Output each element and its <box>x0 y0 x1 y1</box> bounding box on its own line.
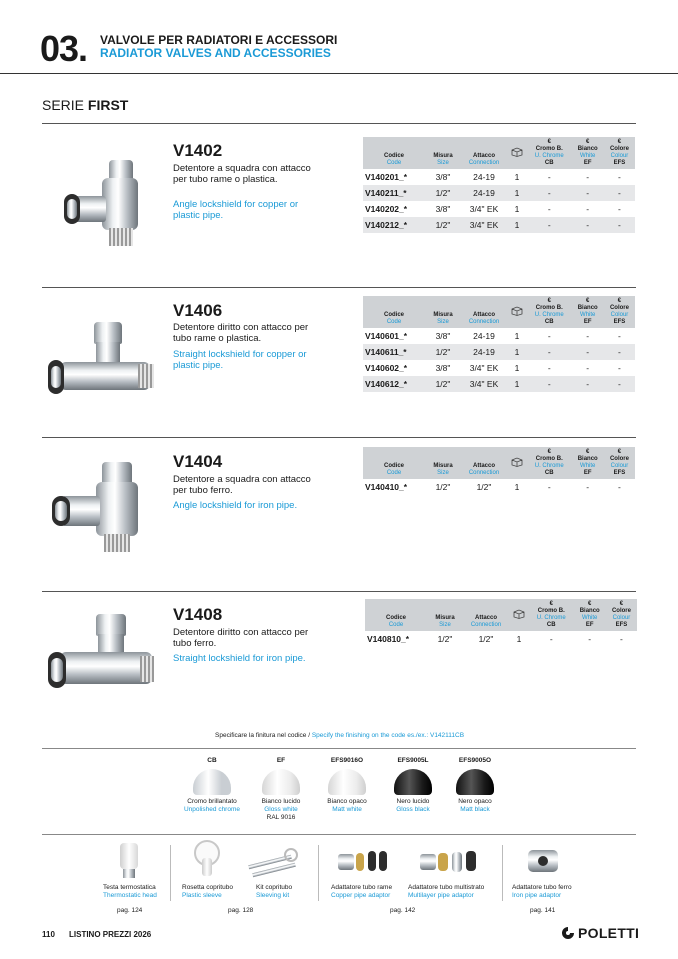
section-rule <box>42 591 636 592</box>
table-cell: - <box>588 634 592 644</box>
table-cell: 1 <box>507 185 527 201</box>
table-cell: - <box>547 363 551 373</box>
section-rule <box>42 123 636 124</box>
table-cell: 1 <box>507 217 527 233</box>
product-desc-en: Straight lockshield for copper or plastic pipe. <box>173 349 307 371</box>
section-rule <box>42 437 636 438</box>
table-cell: 1/2" <box>437 634 453 644</box>
price-table-v1406 <box>363 296 635 392</box>
chapter-title-en: RADIATOR VALVES AND ACCESSORIES <box>100 46 331 60</box>
serie-title: SERIE FIRST <box>42 97 129 113</box>
table-cell: 3/4" EK <box>461 217 507 233</box>
brand-mark-icon <box>560 926 576 940</box>
table-cell: - <box>586 482 590 492</box>
table-cell: 24-19 <box>461 344 507 360</box>
product-image-v1406 <box>46 318 158 408</box>
table-cell: - <box>618 204 621 214</box>
table-cell: 3/4" EK <box>469 204 499 214</box>
separator <box>502 845 503 901</box>
table-cell: - <box>618 482 621 492</box>
finish-label: Bianco opaco Matt white <box>327 798 367 813</box>
table-cell: - <box>527 376 572 392</box>
iron-adaptor-image <box>528 848 558 874</box>
section-rule <box>42 287 636 288</box>
accessory-label: Adattatore tubo rame Copper pipe adaptor <box>331 884 393 899</box>
table-cell: - <box>586 204 590 214</box>
finish-rule <box>42 748 636 749</box>
package-icon <box>511 306 523 316</box>
chapter-title-it: VALVOLE PER RADIATORI E ACCESSORI <box>100 33 338 47</box>
page-ref: pag. 141 <box>530 907 556 914</box>
table-cell: - <box>572 217 604 233</box>
table-cell: 1 <box>507 344 527 360</box>
table-cell: 1 <box>514 331 520 341</box>
sleeving-kit-image <box>248 848 298 876</box>
table-row <box>365 631 637 647</box>
chapter-number: 03. <box>40 28 88 69</box>
finish-label: Nero lucido Gloss black <box>396 798 430 813</box>
finish-swatch-cap <box>456 769 494 795</box>
table-row <box>363 201 635 217</box>
finish-label: Cromo brillantato Unpolished chrome <box>183 798 240 813</box>
separator <box>318 845 319 901</box>
table-cell: - <box>604 185 635 201</box>
table-cell: 1 <box>514 482 520 492</box>
thermostatic-head-image <box>118 843 140 879</box>
finish-note: Specificare la finitura nel codice / Specify the finishing on the code es./ex.: V142111CB <box>215 732 465 739</box>
table-cell: - <box>586 363 590 373</box>
finish-code: EF <box>276 757 286 764</box>
table-cell: V140611_* <box>363 344 425 360</box>
finish-code: EFS9005O <box>458 757 492 764</box>
table-cell: - <box>527 344 572 360</box>
pricelist-title: LISTINO PREZZI 2026 <box>69 930 152 939</box>
table-cell: - <box>604 376 635 392</box>
table-cell: - <box>586 331 590 341</box>
table-cell: 1/2" <box>435 482 451 492</box>
product-image-v1408 <box>46 612 158 702</box>
table-cell: - <box>586 172 590 182</box>
table-row <box>363 328 635 344</box>
table-cell: V140201_* <box>365 172 408 182</box>
table-row <box>363 217 635 233</box>
table-header: Codice Code Misura Size Attacco Connection € Cromo B. U. Chrome CB € Bianco White EF € Colore Colour EFS <box>363 447 635 479</box>
package-icon <box>513 609 525 619</box>
package-icon <box>511 457 523 467</box>
finish-swatch-cap <box>394 769 432 795</box>
price-table-v1408 <box>365 599 637 647</box>
table-cell: - <box>547 331 551 341</box>
product-image-v1404 <box>52 462 152 557</box>
copper-adaptor-image <box>338 850 390 872</box>
accessory-label: Adattatore tubo multistrato Multilayer pipe adaptor <box>408 884 485 899</box>
table-cell: - <box>572 376 604 392</box>
price-table-v1404 <box>363 447 635 495</box>
table-cell: 3/8" <box>435 172 451 182</box>
table-cell: 1 <box>516 634 522 644</box>
table-row <box>363 479 635 495</box>
table-cell: 3/8" <box>435 204 451 214</box>
table-row <box>363 360 635 376</box>
table-cell: 1 <box>507 376 527 392</box>
table-row <box>363 169 635 185</box>
table-cell: 1 <box>514 172 520 182</box>
table-cell: V140602_* <box>365 363 408 373</box>
table-cell: 24-19 <box>461 185 507 201</box>
table-cell: V140810_* <box>367 634 410 644</box>
table-cell: - <box>549 634 553 644</box>
page-number: 110 <box>42 930 55 939</box>
product-code: V1408 <box>173 605 223 624</box>
table-header: Codice Code Misura Size Attacco Connection € Cromo B. U. Chrome CB € Bianco White EF € Colore Colour EFS <box>363 137 635 169</box>
brand-logo: POLETTI <box>560 925 639 941</box>
table-cell: V140612_* <box>363 376 425 392</box>
table-cell: - <box>547 482 551 492</box>
table-header: Codice Code Misura Size Attacco Connection € Cromo B. U. Chrome CB € Bianco White EF € Colore Colour EFS <box>363 296 635 328</box>
table-cell: - <box>547 172 551 182</box>
price-table-v1402 <box>363 137 635 233</box>
table-row <box>363 185 635 201</box>
product-desc-en: Angle lockshield for iron pipe. <box>173 500 298 511</box>
product-desc-it: Detentore diritto con attacco per tubo ferro. <box>173 627 309 649</box>
table-cell: - <box>618 363 621 373</box>
table-cell: - <box>620 634 623 644</box>
finish-code: EFS9016O <box>330 757 364 764</box>
finish-swatch-cap <box>193 769 231 795</box>
plastic-sleeve-image <box>194 840 220 878</box>
table-cell: - <box>572 344 604 360</box>
table-cell: 3/8" <box>435 363 451 373</box>
table-cell: - <box>604 344 635 360</box>
separator <box>170 845 171 901</box>
table-cell: 3/4" EK <box>461 376 507 392</box>
finish-label: Nero opaco Matt black <box>458 798 492 813</box>
table-cell: 1/2" <box>425 344 461 360</box>
product-desc-it: Detentore diritto con attacco per tubo rame o plastica. <box>173 322 309 344</box>
finish-code: EFS9005L <box>397 757 429 764</box>
table-cell: - <box>618 331 621 341</box>
header-rule <box>0 73 678 74</box>
finish-swatch-cap <box>328 769 366 795</box>
table-header: Codice Code Misura Size Attacco Connection € Cromo B. U. Chrome CB € Bianco White EF € Colore Colour EFS <box>365 599 637 631</box>
product-desc-en: Angle lockshield for copper or plastic pipe. <box>173 199 299 221</box>
product-code: V1402 <box>173 141 223 160</box>
table-cell: 3/4" EK <box>469 363 499 373</box>
table-cell: - <box>527 217 572 233</box>
product-desc-en: Straight lockshield for iron pipe. <box>173 653 306 664</box>
table-cell: - <box>527 185 572 201</box>
table-row <box>363 376 635 392</box>
table-cell: 1 <box>514 363 520 373</box>
table-cell: 1/2" <box>476 482 492 492</box>
page-ref: pag. 128 <box>228 907 254 914</box>
table-cell: V140601_* <box>365 331 408 341</box>
table-cell: 1/2" <box>425 185 461 201</box>
accessory-label: Adattatore tubo ferro Iron pipe adaptor <box>512 884 572 899</box>
page-ref: pag. 142 <box>390 907 416 914</box>
table-cell: V140202_* <box>365 204 408 214</box>
product-desc-it: Detentore a squadra con attacco per tubo rame o plastica. <box>173 163 311 185</box>
table-cell: V140211_* <box>363 185 425 201</box>
table-cell: 1/2" <box>425 217 461 233</box>
table-cell: V140410_* <box>365 482 408 492</box>
table-row <box>363 344 635 360</box>
accessory-label: Kit copritubo Sleeving kit <box>256 884 293 899</box>
package-icon <box>511 147 523 157</box>
accessory-label: Rosetta copritubo Plastic sleeve <box>182 884 233 899</box>
finish-swatch-cap <box>262 769 300 795</box>
table-cell: 24-19 <box>473 172 495 182</box>
table-cell: - <box>572 185 604 201</box>
product-image-v1402 <box>62 158 157 253</box>
finish-code: CB <box>207 757 217 764</box>
table-cell: 1/2" <box>425 376 461 392</box>
finish-label: Bianco lucido Gloss white RAL 9016 <box>261 798 301 821</box>
table-cell: - <box>618 172 621 182</box>
table-cell: 3/8" <box>435 331 451 341</box>
accessory-label: Testa termostatica Thermostatic head <box>103 884 157 899</box>
table-cell: 24-19 <box>473 331 495 341</box>
table-cell: - <box>604 217 635 233</box>
product-code: V1404 <box>173 452 223 471</box>
product-code: V1406 <box>173 301 223 320</box>
table-cell: 1 <box>514 204 520 214</box>
finish-rule <box>42 834 636 835</box>
product-desc-it: Detentore a squadra con attacco per tubo ferro. <box>173 474 311 496</box>
multilayer-adaptor-image <box>420 850 478 872</box>
table-cell: V140212_* <box>363 217 425 233</box>
table-cell: - <box>547 204 551 214</box>
page-ref: pag. 124 <box>117 907 143 914</box>
table-cell: 1/2" <box>478 634 494 644</box>
